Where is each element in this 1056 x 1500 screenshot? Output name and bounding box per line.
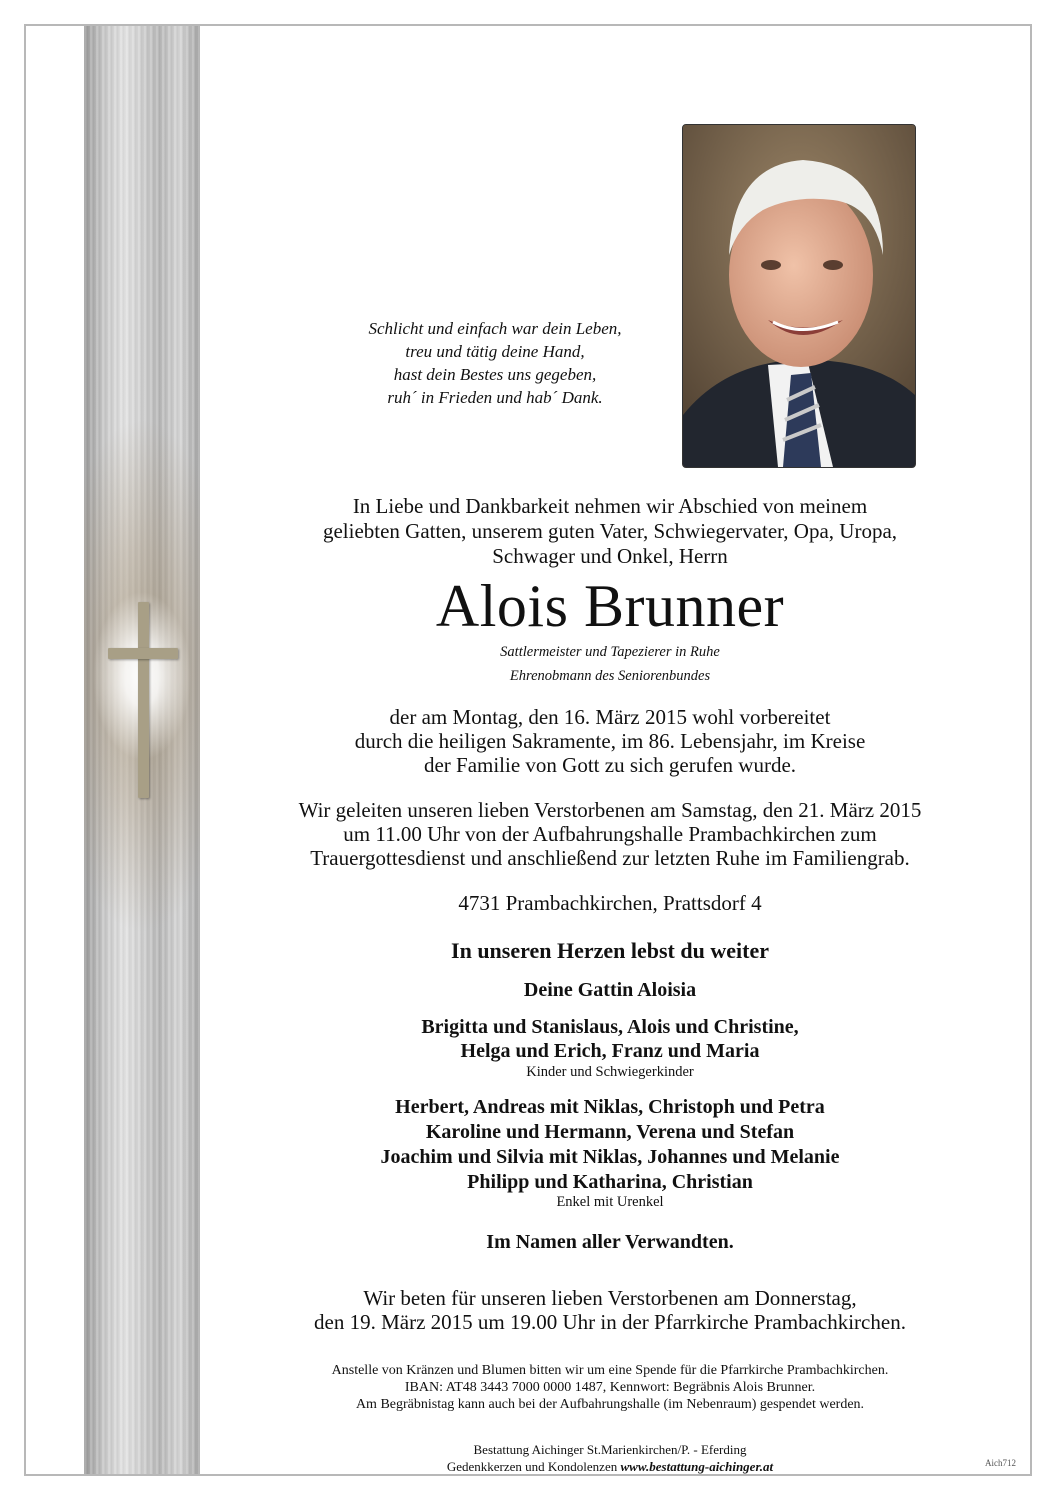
- verse: [300, 317, 690, 409]
- donation-line: Anstelle von Kränzen und Blumen bitten wir um eine Spende für die Pfarrkirche Prambachkirchen.: [331, 1363, 889, 1378]
- verse-line: Schlicht und einfach war dein Leben,: [368, 319, 622, 338]
- motto: In unseren Herzen lebst du weiter: [451, 938, 769, 963]
- grandchildren-line: Karoline und Hermann, Verena und Stefan: [425, 1121, 795, 1143]
- cross-icon-bar: [108, 648, 178, 659]
- relatives: Im Namen aller Verwandten.: [486, 1231, 734, 1253]
- portrait-photo: [682, 124, 916, 468]
- address: 4731 Prambachkirchen, Prattsdorf 4: [458, 891, 762, 915]
- title-line: Ehrenobmann des Seniorenbundes: [509, 668, 711, 684]
- funeral-line: Wir geleiten unseren lieben Verstorbenen am Samstag, den 21. März 2015: [298, 798, 922, 822]
- death-notice: [200, 705, 1020, 777]
- intro-text: [200, 494, 1020, 569]
- funeral-line: Trauergottesdienst und anschließend zur letzten Ruhe im Familiengrab.: [310, 846, 910, 870]
- intro-line: geliebten Gatten, unserem guten Vater, Schwiegervater, Opa, Uropa,: [322, 519, 898, 543]
- grandchildren-line: Herbert, Andreas mit Niklas, Christoph und Petra: [395, 1096, 825, 1118]
- death-line: der am Montag, den 16. März 2015 wohl vorbereitet: [389, 705, 831, 729]
- death-line: der Familie von Gott zu sich gerufen wurde.: [423, 753, 797, 777]
- wife: Deine Gattin Aloisia: [523, 979, 697, 1001]
- prayer-line: Wir beten für unseren lieben Verstorbenen am Donnerstag,: [363, 1286, 857, 1310]
- children-line: Helga und Erich, Franz und Maria: [460, 1040, 760, 1062]
- children-label: Kinder und Schwiegerkinder: [526, 1064, 694, 1080]
- grandchildren-label: Enkel mit Urenkel: [556, 1194, 664, 1210]
- footer-prefix: Gedenkkerzen und Kondolenzen: [446, 1459, 618, 1474]
- website-link[interactable]: www.bestattung-aichinger.at: [620, 1459, 774, 1474]
- title-line: Sattlermeister und Tapezierer in Ruhe: [500, 644, 720, 660]
- grandchildren: [200, 1095, 1020, 1195]
- document-code: Aich712: [985, 1458, 1016, 1468]
- footer-company: Bestattung Aichinger St.Marienkirchen/P. - Eferding: [473, 1442, 747, 1457]
- funeral-line: um 11.00 Uhr von der Aufbahrungshalle Prambachkirchen zum: [343, 822, 877, 846]
- footer: [200, 1441, 1020, 1475]
- cross-icon: [138, 602, 149, 798]
- donation-line: IBAN: AT48 3443 7000 0000 1487, Kennwort: Begräbnis Alois Brunner.: [404, 1380, 816, 1395]
- verse-line: ruh´ in Frieden und hab´ Dank.: [387, 388, 603, 407]
- deceased-name: Alois Brunner: [435, 573, 785, 639]
- deceased-titles: [200, 640, 1020, 688]
- donation-notice: [200, 1362, 1020, 1413]
- grandchildren-line: Joachim und Silvia mit Niklas, Johannes und Melanie: [380, 1146, 840, 1168]
- footer-condolences: [200, 1458, 1020, 1475]
- prayer-line: den 19. März 2015 um 19.00 Uhr in der Pfarrkirche Prambachkirchen.: [314, 1310, 906, 1334]
- death-line: durch die heiligen Sakramente, im 86. Lebensjahr, im Kreise: [354, 729, 866, 753]
- intro-line: In Liebe und Dankbarkeit nehmen wir Abschied von meinem: [352, 494, 868, 518]
- intro-line: Schwager und Onkel, Herrn: [492, 544, 728, 568]
- children-line: Brigitta und Stanislaus, Alois und Christine,: [421, 1016, 799, 1038]
- children: [200, 1015, 1020, 1063]
- grandchildren-line: Philipp und Katharina, Christian: [467, 1171, 753, 1193]
- prayer-notice: [200, 1286, 1020, 1334]
- donation-line: Am Begräbnistag kann auch bei der Aufbahrungshalle (im Nebenraum) gespendet werden.: [355, 1397, 865, 1412]
- verse-line: treu und tätig deine Hand,: [405, 342, 585, 361]
- verse-line: hast dein Bestes uns gegeben,: [393, 365, 597, 384]
- funeral-notice: [200, 798, 1020, 870]
